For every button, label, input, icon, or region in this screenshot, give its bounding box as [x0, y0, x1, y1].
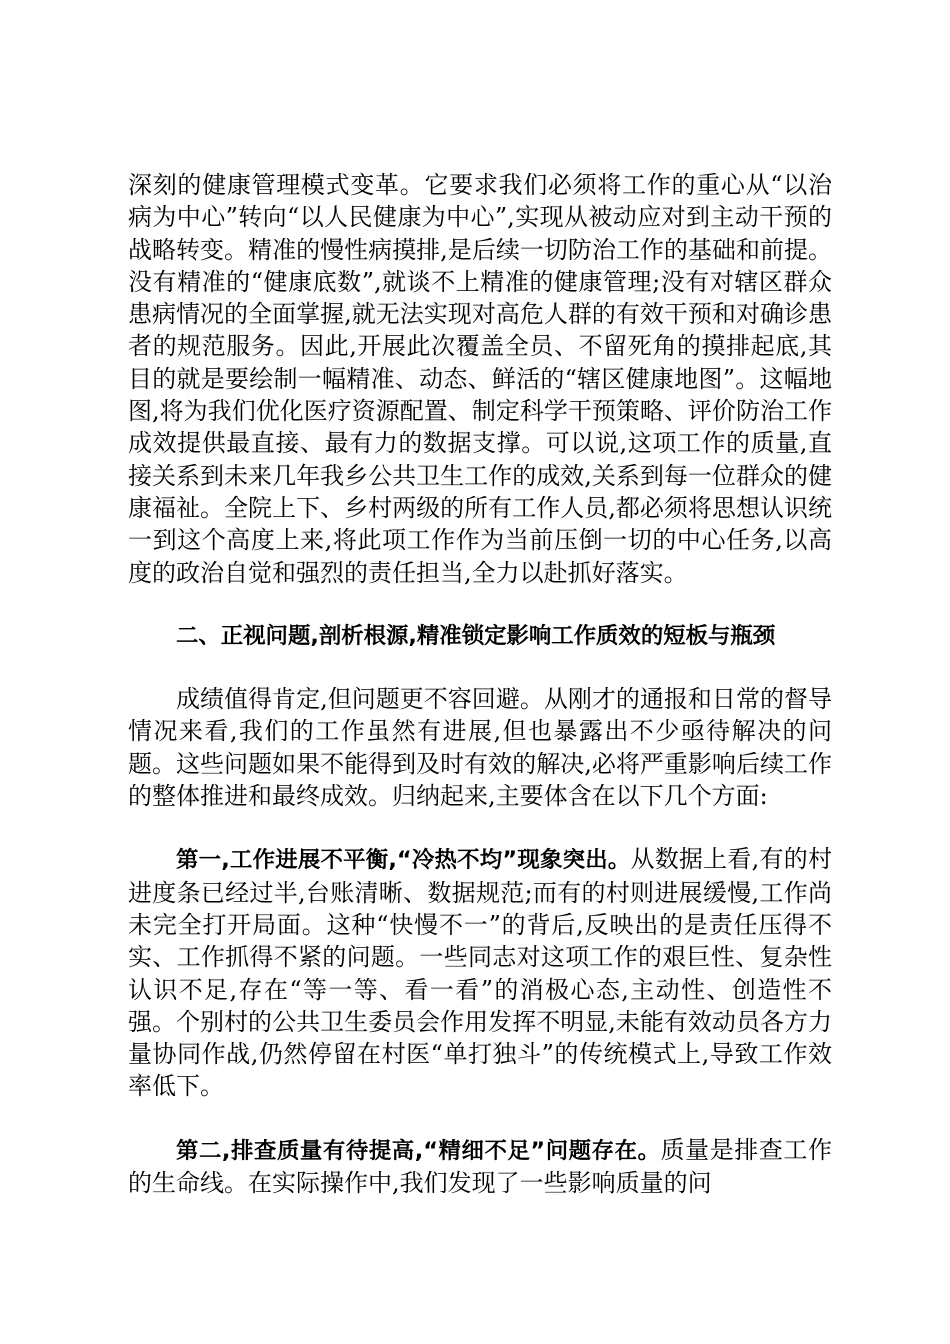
- body-paragraph-continuation: 深刻的健康管理模式变革。它要求我们必须将工作的重心从“以治病为中心”转向“以人民健康为中心”,实现从被动应对到主动干预的战略转变。精准的慢性病摸排,是后续一切防治工作的基础和前提。没有精准的“健康底数”,就谈不上精准的健康管理;没有对辖区群众患病情况的全面掌握,就无法实现对高危人群的有效干预和对确诊患者的规范服务。因此,开展此次覆盖全员、不留死角的摸排起底,其目的就是要绘制一幅精准、动态、鲜活的“辖区健康地图”。这幅地图,将为我们优化医疗资源配置、制定科学干预策略、评价防治工作成效提供最直接、最有力的数据支撑。可以说,这项工作的质量,直接关系到未来几年我乡公共卫生工作的成效,关系到每一位群众的健康福祉。全院上下、乡村两级的所有工作人员,都必须将思想认识统一到这个高度上来,将此项工作作为当前压倒一切的中心任务,以高度的政治自觉和强烈的责任担当,全力以赴抓好落实。: [128, 171, 832, 587]
- point-two-lead: 第二,排查质量有待提高,“精细不足”问题存在。: [176, 1137, 661, 1164]
- point-two-text: 质量是排查工作的生命线。在实际操作中,我们发现了一些影响质量的问: [128, 1135, 833, 1198]
- point-one-text: 从数据上看,有的村进度条已经过半,台账清晰、数据规范;而有的村则进展缓慢,工作尚未完全打开局面。这种“快慢不一”的背后,反映出的是责任压得不实、工作抓得不紧的问题。一些同志对这项工作的艰巨性、复杂性认识不足,存在“等一等、看一看”的消极心态,主动性、创造性不强。个别村的公共卫生委员会作用发挥不明显,未能有效动员各方力量协同作战,仍然停留在村医“单打独斗”的传统模式上,导致工作效率低下。: [128, 845, 832, 1101]
- body-paragraph-problems-intro: 成绩值得肯定,但问题更不容回避。从刚才的通报和日常的督导情况来看,我们的工作虽然有进展,但也暴露出不少亟待解决的问题。这些问题如果不能得到及时有效的解决,必将严重影响后续工作的整体推进和最终成效。归纳起来,主要体含在以下几个方面:: [128, 685, 832, 811]
- body-paragraph-point-one: [128, 843, 832, 1102]
- document-body: [128, 169, 832, 1199]
- body-paragraph-point-two: [128, 1134, 832, 1200]
- point-one-lead: 第一,工作进展不平衡,“冷热不均”现象突出。: [176, 847, 631, 874]
- section-heading-two: 二、正视问题,剖析根源,精准锁定影响工作质效的短板与瓶颈: [176, 622, 776, 649]
